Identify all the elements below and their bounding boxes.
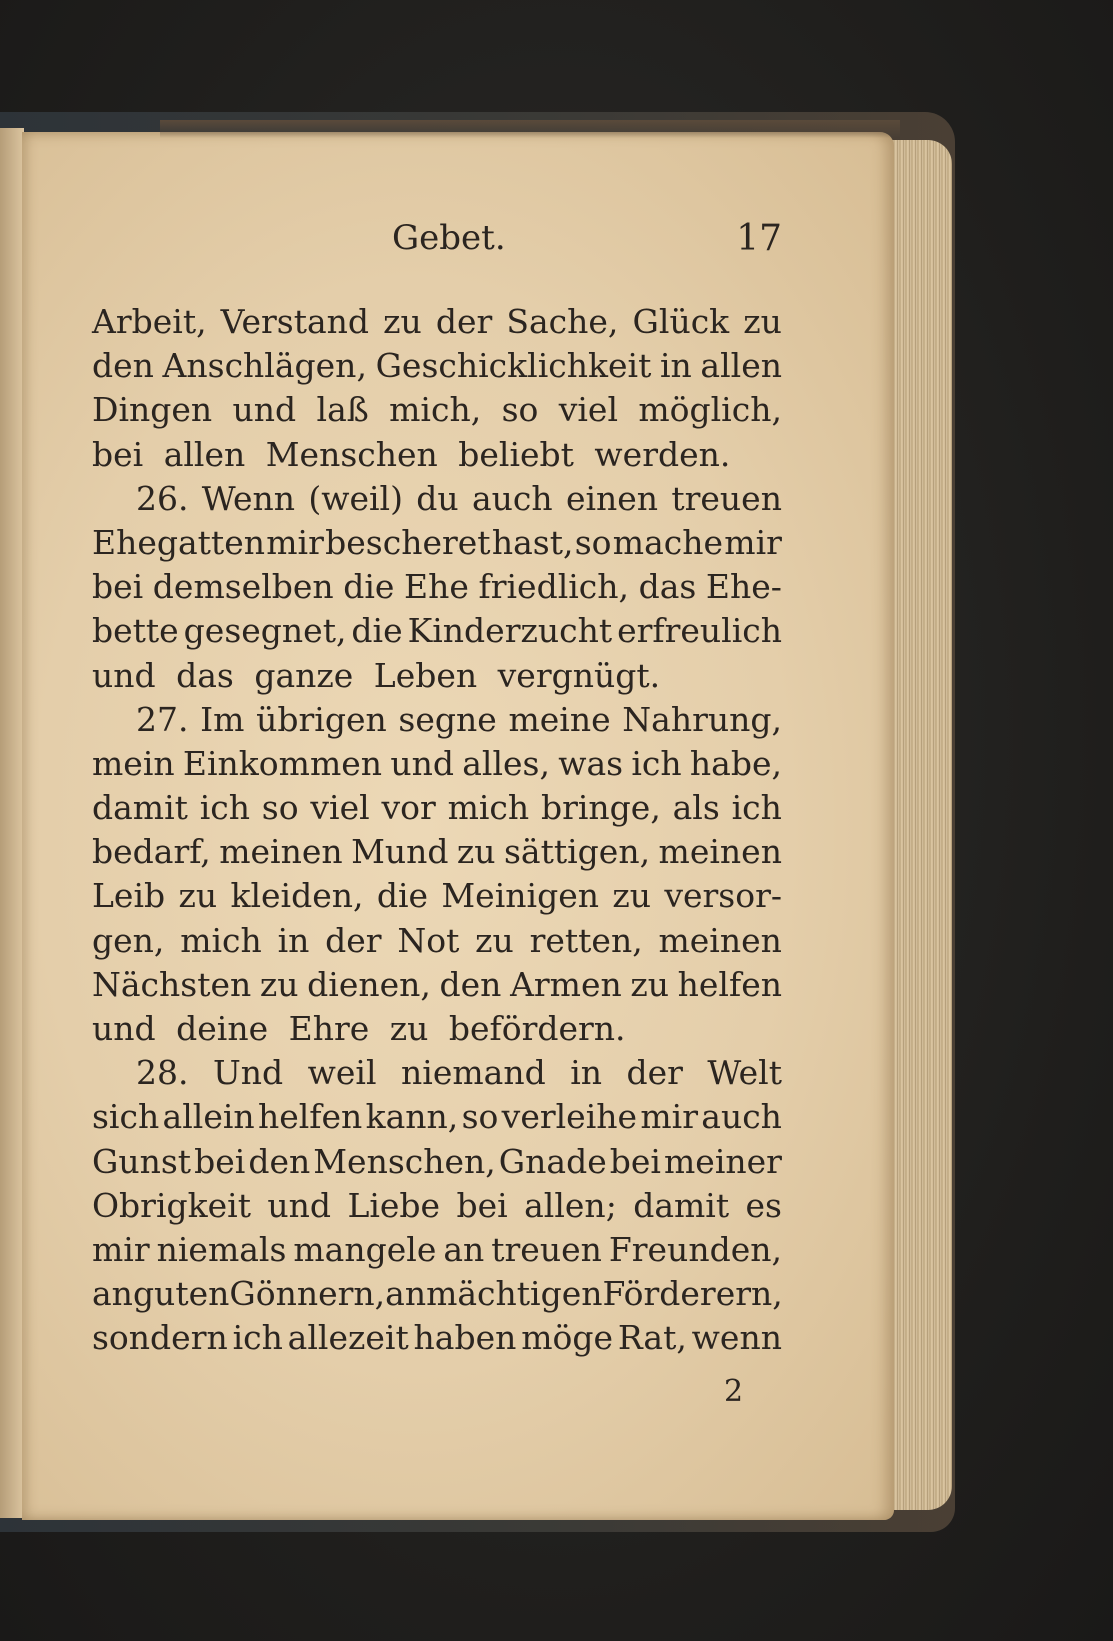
word: guten bbox=[132, 1274, 230, 1314]
word: hast, bbox=[491, 522, 574, 562]
text-line bbox=[92, 300, 782, 344]
word: den bbox=[92, 346, 154, 386]
word: zu bbox=[178, 876, 218, 916]
word: Kinderzucht bbox=[407, 611, 613, 651]
word: segne bbox=[398, 699, 497, 739]
word: retten, bbox=[529, 920, 643, 960]
word: versor- bbox=[664, 876, 782, 916]
word: niemals bbox=[156, 1229, 287, 1269]
word: viel bbox=[558, 390, 618, 430]
word: allein bbox=[162, 1097, 255, 1137]
word: Freunden, bbox=[608, 1229, 782, 1269]
word: kleiden, bbox=[230, 876, 364, 916]
word: und deine Ehre zu befördern. bbox=[92, 1009, 626, 1048]
word: Im bbox=[200, 699, 245, 739]
word: bei allen Menschen beliebt werden. bbox=[92, 434, 731, 474]
word: ich bbox=[731, 788, 782, 828]
text-line bbox=[92, 874, 782, 918]
word: treuen bbox=[491, 1229, 602, 1269]
text-line bbox=[92, 698, 782, 742]
text-line bbox=[92, 1007, 782, 1051]
word: mich bbox=[180, 920, 262, 960]
word: erfreulich bbox=[617, 611, 782, 651]
word: Liebe bbox=[347, 1185, 441, 1225]
word: Nächsten bbox=[92, 964, 252, 1004]
word: Gönnern, bbox=[229, 1274, 386, 1314]
text-line bbox=[92, 1095, 782, 1139]
word: alles, bbox=[462, 743, 550, 783]
word: laß bbox=[316, 390, 369, 430]
text-line bbox=[92, 344, 782, 388]
text-line bbox=[92, 609, 782, 653]
word: Förderern, bbox=[602, 1274, 783, 1314]
word: allen; bbox=[524, 1185, 617, 1225]
word: Verstand bbox=[220, 302, 370, 341]
left-page-edge bbox=[0, 128, 24, 1518]
word: treuen bbox=[671, 478, 782, 518]
text-line bbox=[92, 1140, 782, 1184]
word: gesegnet, bbox=[183, 611, 347, 651]
word: das bbox=[638, 567, 697, 607]
word: den bbox=[439, 964, 502, 1004]
word: Einkommen bbox=[182, 743, 383, 783]
word: zu bbox=[612, 876, 651, 916]
word: Leib bbox=[92, 876, 166, 916]
word: Wenn bbox=[201, 478, 296, 518]
word: Sache, bbox=[506, 302, 619, 341]
word: Obrigkeit bbox=[92, 1185, 251, 1225]
word: zu bbox=[475, 920, 514, 960]
word: meinen bbox=[658, 920, 782, 960]
word: sich bbox=[92, 1097, 160, 1137]
word: möglich, bbox=[638, 390, 782, 430]
word: Armen bbox=[510, 964, 622, 1004]
word: Anschlägen, bbox=[162, 346, 367, 386]
word: ich bbox=[631, 743, 682, 783]
word: Ehe bbox=[404, 567, 469, 607]
text-line bbox=[92, 433, 782, 477]
word: dienen, bbox=[307, 964, 431, 1004]
word: was bbox=[558, 743, 624, 783]
word: es bbox=[745, 1185, 782, 1225]
word: Arbeit, bbox=[92, 302, 207, 341]
word: demselben bbox=[152, 567, 334, 607]
text-line bbox=[92, 786, 782, 830]
body-text bbox=[92, 300, 782, 1361]
word: bei bbox=[92, 567, 144, 607]
word: Glück bbox=[632, 302, 730, 341]
word: bei bbox=[194, 1141, 246, 1181]
text-line bbox=[92, 963, 782, 1007]
text-line bbox=[92, 654, 782, 698]
word: sättigen, bbox=[504, 832, 651, 872]
text-line bbox=[92, 742, 782, 786]
word: Gnade bbox=[498, 1141, 607, 1181]
word: Nahrung, bbox=[622, 699, 782, 739]
word: möge bbox=[521, 1318, 614, 1358]
word: verleihe bbox=[501, 1097, 638, 1137]
word: Menschen, bbox=[313, 1141, 496, 1181]
word: so bbox=[461, 1097, 499, 1137]
word: vor bbox=[381, 788, 436, 828]
word: mir bbox=[92, 1229, 150, 1269]
word: meinen bbox=[219, 832, 343, 872]
text-line bbox=[92, 388, 782, 432]
word: Rat, bbox=[617, 1318, 687, 1358]
word: einen bbox=[565, 478, 659, 518]
word: zu bbox=[259, 964, 299, 1004]
word: (weil) bbox=[308, 478, 403, 518]
word: zu bbox=[383, 302, 422, 341]
word: gen, bbox=[92, 920, 165, 960]
running-title: Gebet. bbox=[392, 218, 506, 258]
word: in bbox=[277, 920, 310, 960]
word: weil bbox=[307, 1053, 377, 1093]
word: Not bbox=[397, 920, 460, 960]
word: bedarf, bbox=[92, 832, 211, 872]
word: an bbox=[92, 1274, 133, 1314]
word: mein bbox=[92, 743, 175, 783]
word: Und bbox=[212, 1053, 284, 1093]
word: in bbox=[659, 346, 692, 386]
word: Dingen bbox=[92, 390, 213, 430]
word: zu bbox=[456, 832, 496, 872]
word: der bbox=[325, 920, 382, 960]
word: allezeit bbox=[287, 1318, 409, 1358]
word: wenn bbox=[691, 1318, 782, 1358]
word: bringe, bbox=[540, 788, 661, 828]
word: damit bbox=[92, 788, 188, 828]
word: Ehe- bbox=[705, 567, 782, 607]
word: meinen bbox=[658, 832, 782, 872]
word: ich bbox=[199, 788, 250, 828]
word: helfen bbox=[257, 1097, 363, 1137]
word: zu bbox=[630, 964, 670, 1004]
page-header bbox=[92, 218, 782, 268]
text-line bbox=[92, 1051, 782, 1095]
word: Geschicklichkeit bbox=[375, 346, 652, 386]
word: mich bbox=[447, 788, 530, 828]
word: den bbox=[248, 1141, 311, 1181]
word: habe, bbox=[689, 743, 782, 783]
word: an bbox=[443, 1229, 485, 1269]
word: kann, bbox=[365, 1097, 459, 1137]
text-line bbox=[92, 565, 782, 609]
word: meiner bbox=[664, 1141, 782, 1181]
word: an bbox=[385, 1274, 427, 1314]
word: zu bbox=[743, 302, 782, 341]
word: und bbox=[267, 1185, 332, 1225]
word: damit bbox=[633, 1185, 730, 1225]
word: niemand bbox=[401, 1053, 546, 1093]
signature-mark: 2 bbox=[724, 1374, 744, 1409]
text-line bbox=[92, 477, 782, 521]
word: und das ganze Leben vergnügt. bbox=[92, 655, 661, 695]
word: 28. bbox=[136, 1053, 189, 1093]
page-number: 17 bbox=[736, 218, 782, 259]
text-line bbox=[92, 919, 782, 963]
word: so bbox=[261, 788, 299, 828]
text-line bbox=[92, 521, 782, 565]
word: mir bbox=[640, 1097, 698, 1137]
text-line bbox=[92, 830, 782, 874]
word: viel bbox=[310, 788, 370, 828]
word: der bbox=[435, 302, 493, 341]
word: meine bbox=[508, 699, 611, 739]
text-line bbox=[92, 1272, 782, 1316]
text-line bbox=[92, 1184, 782, 1228]
word: bette bbox=[92, 611, 179, 651]
word: 26. bbox=[136, 478, 189, 518]
word: Welt bbox=[707, 1053, 782, 1093]
word: auch bbox=[471, 478, 553, 518]
text-line bbox=[92, 1316, 782, 1360]
word: in bbox=[570, 1053, 603, 1093]
word: auch bbox=[701, 1097, 782, 1137]
word: übrigen bbox=[256, 699, 387, 739]
word: bei bbox=[456, 1185, 508, 1225]
word: ich bbox=[232, 1318, 283, 1358]
word: so bbox=[574, 522, 612, 562]
word: die bbox=[343, 567, 395, 607]
text-line bbox=[92, 1228, 782, 1272]
word: mir bbox=[266, 522, 324, 562]
word: haben bbox=[413, 1318, 517, 1358]
word: mangele bbox=[293, 1229, 437, 1269]
word: du bbox=[416, 478, 459, 518]
word: und bbox=[232, 390, 297, 430]
word: bei bbox=[609, 1141, 661, 1181]
word: und bbox=[390, 743, 454, 783]
word: die bbox=[351, 611, 403, 651]
word: so bbox=[501, 390, 539, 430]
word: allen bbox=[700, 346, 782, 386]
word: Mund bbox=[351, 832, 449, 872]
word: mich, bbox=[389, 390, 482, 430]
top-spine-shadow bbox=[160, 120, 900, 138]
word: als bbox=[672, 788, 720, 828]
word: die bbox=[376, 876, 429, 916]
word: sondern bbox=[92, 1318, 228, 1358]
word: Ehegatten bbox=[92, 522, 265, 562]
word: 27. bbox=[136, 699, 189, 739]
word: der bbox=[626, 1053, 683, 1093]
word: friedlich, bbox=[478, 567, 630, 607]
word: helfen bbox=[677, 964, 782, 1004]
word: Meinigen bbox=[441, 876, 599, 916]
word: mächtigen bbox=[426, 1274, 603, 1314]
word: mache bbox=[612, 522, 724, 562]
word: Gunst bbox=[92, 1141, 192, 1181]
word: mir bbox=[724, 522, 782, 562]
word: bescheret bbox=[325, 522, 491, 562]
